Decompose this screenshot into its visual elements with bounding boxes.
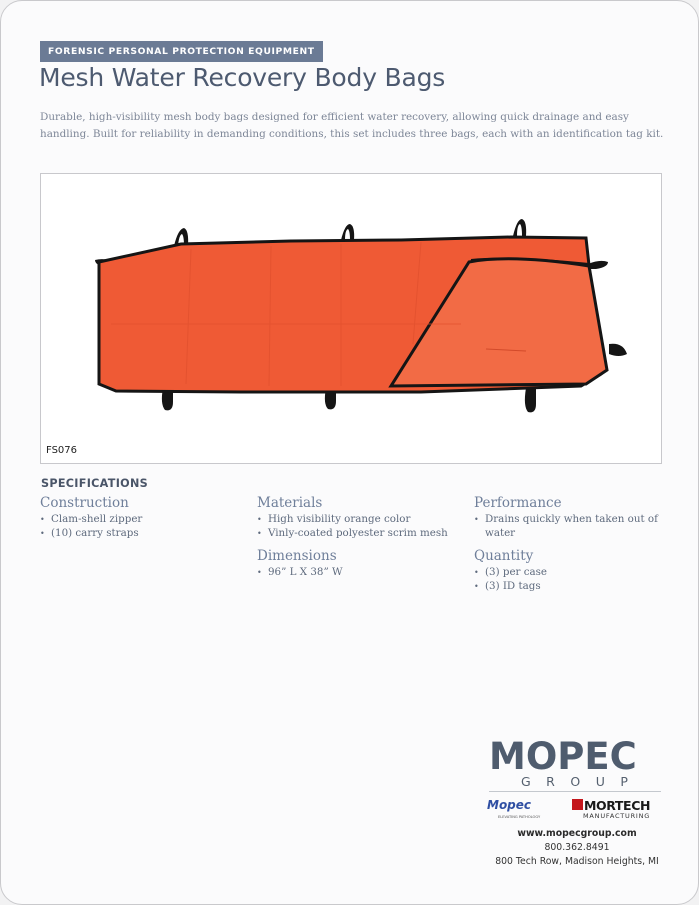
page-title: Mesh Water Recovery Body Bags [39,63,446,92]
logo-main-text: MOPEC [489,735,637,778]
category-label: FORENSIC PERSONAL PROTECTION EQUIPMENT [40,41,323,62]
performance-list [474,513,664,540]
sub-brand-logos [487,798,663,822]
contact-info [489,827,665,869]
list-item: • (3) per case [474,566,664,580]
performance-title: Performance [474,495,562,511]
quantity-title: Quantity [474,548,534,564]
mopec-group-logo [489,735,661,790]
logo-divider [489,791,661,792]
list-item: • High visibility orange color [257,513,467,527]
list-item: • (3) ID tags [474,580,664,594]
list-item: • Clam-shell zipper [40,513,240,527]
materials-list [257,513,467,540]
product-photo [40,173,662,464]
quantity-list [474,566,664,593]
website-link[interactable]: www.mopecgroup.com [517,828,637,839]
list-item: • Vinly-coated polyester scrim mesh [257,527,467,541]
dimensions-list [257,566,457,580]
construction-list [40,513,240,540]
list-item: • (10) carry straps [40,527,240,541]
materials-title: Materials [257,495,323,511]
list-item: • 96” L X 38” W [257,566,457,580]
mortech-mark-icon [572,799,583,810]
phone-number: 800.362.8491 [544,842,610,853]
logo-sub-text: GROUP [521,774,644,789]
mopec-brand-tagline: ELEVATING PATHOLOGY [498,815,541,819]
mortech-brand-logo: MORTECH [584,798,651,813]
mortech-brand-sub: MANUFACTURING [583,812,651,820]
dimensions-title: Dimensions [257,548,337,564]
mopec-brand-logo: Mopec [487,798,532,812]
product-sku: FS076 [46,445,78,456]
list-item: • Drains quickly when taken out of water [474,513,664,540]
address: 800 Tech Row, Madison Heights, MI [495,856,659,867]
product-description: Durable, high-visibility mesh body bags designed for efficient water recovery, allowing quick drainage and easy handling. Built for reliability in demanding conditions, this set includes three bags, each with an identification tag kit. [40,111,664,140]
construction-title: Construction [40,495,129,511]
specifications-heading: SPECIFICATIONS [41,477,149,490]
body-bag-illustration [41,174,661,463]
